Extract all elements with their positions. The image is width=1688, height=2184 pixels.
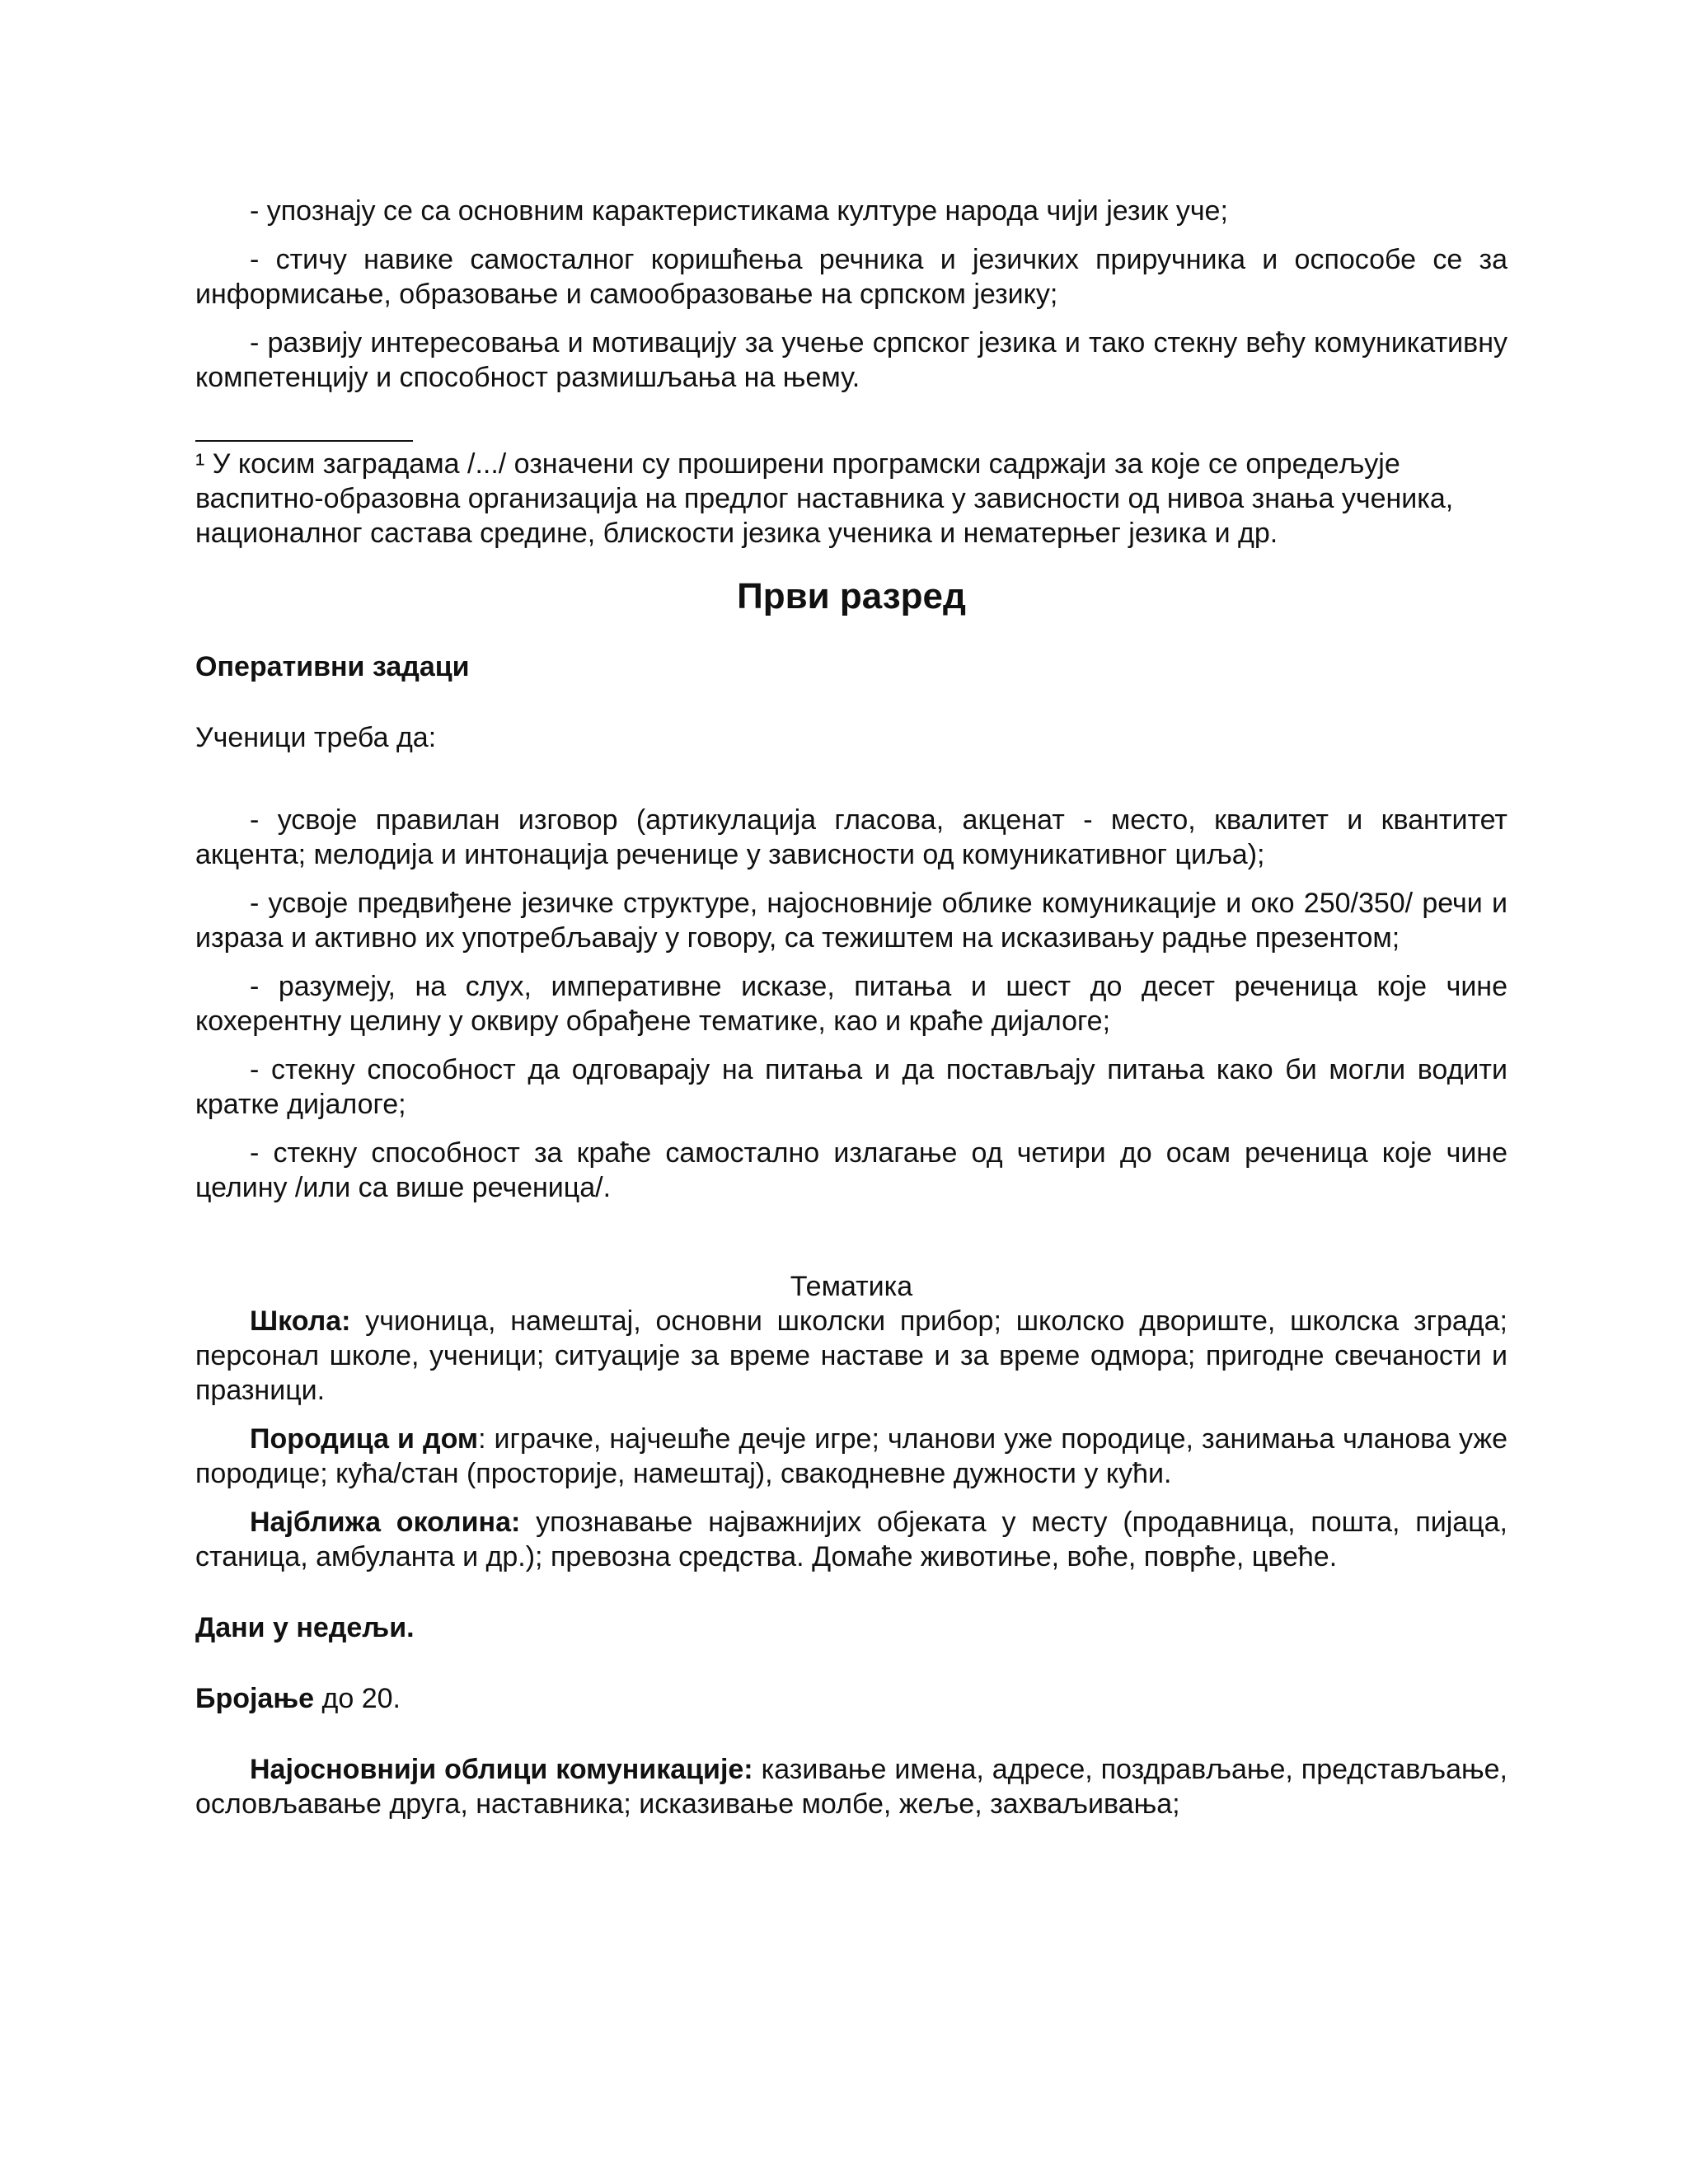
topic-family: [195, 1422, 1507, 1491]
topic-school-text: учионица, намештај, основни школски прибор; школско двориште, школска зграда; персонал школе, ученици; ситуације за време наставе и за време одмора; пригодне свечаности и празници.: [195, 1305, 1507, 1406]
topic-days: [195, 1610, 1507, 1645]
topic-counting: [195, 1681, 1507, 1716]
tasks-intro: Ученици треба да:: [195, 722, 437, 753]
footnote-separator: [195, 440, 413, 442]
footnote: [195, 447, 1507, 551]
footnote-text: У косим заградама /.../ означени су проширени програмски садржаји за које се опредељује васпитно-образовна организација на предлог наставника у зависности од нивоа знања ученика, националног састава средине, блискости језика ученика и нематерњег језика и др.: [195, 448, 1454, 549]
topic-communication: [195, 1752, 1507, 1821]
topic-surroundings-label: Најближа околина:: [250, 1507, 521, 1538]
document-page: [195, 194, 1507, 1821]
topic-counting-text: до 20.: [314, 1683, 401, 1714]
topic-family-text: : играчке, најчешће дечје игре; чланови уже породице, занимања чланова уже породице; кућа/стан (просторије, намештај), свакодневне дужности у кући.: [195, 1423, 1507, 1489]
task-item: - разумеју, на слух, императивне исказе, питања и шест до десет реченица које чине кохерентну целину у оквиру обрађене тематике, као и краће дијалоге;: [195, 971, 1507, 1037]
topics-heading: Тематика: [790, 1271, 913, 1302]
task-item: - усвоје предвиђене језичке структуре, најосновније облике комуникације и око 250/350/ речи и израза и активно их употребљавају у говору, са тежиштем на исказивању радње презентом;: [195, 888, 1507, 954]
topic-school-label: Школа:: [250, 1305, 351, 1337]
topic-counting-label: Бројање: [195, 1683, 315, 1714]
topic-school: [195, 1304, 1507, 1408]
topic-surroundings: [195, 1505, 1507, 1574]
topic-family-label: Породица и дом: [250, 1423, 479, 1455]
footnote-mark: ¹: [195, 448, 205, 480]
task-item: - стекну способност да одговарају на питања и да постављају питања како би могли водити кратке дијалоге;: [195, 1054, 1507, 1120]
intro-item: - развију интересовања и мотивацију за учење српског језика и тако стекну већу комуникативну компетенцију и способност размишљања на њему.: [195, 327, 1507, 393]
task-item: - усвоје правилан изговор (артикулација гласова, акценат - место, квалитет и квантитет акцента; мелодија и интонација реченице у зависности од комуникативног циља);: [195, 804, 1507, 870]
topic-surroundings-text: упознавање најважнијих објеката у месту (продавница, пошта, пијаца, станица, амбуланта и др.); превозна средства. Домаће животиње, воће, поврће, цвеће.: [195, 1507, 1507, 1572]
intro-item: - стичу навике самосталног коришћења речника и језичких приручника и оспособе се за информисање, образовање и самообразовање на српском језику;: [195, 244, 1507, 310]
task-item: - стекну способност за краће самостално излагање од четири до осам реченица које чине целину /или са више реченица/.: [195, 1137, 1507, 1203]
tasks-heading: Оперативни задаци: [195, 651, 470, 682]
topic-communication-text: казивање имена, адресе, поздрављање, представљање, ословљавање друга, наставника; исказивање молбе, жеље, захваљивања;: [195, 1754, 1507, 1820]
section-title: Први разред: [737, 576, 966, 616]
intro-item: - упознају се са основним карактеристикама културе народа чији језик уче;: [250, 195, 1228, 227]
topic-communication-label: Најосновнији облици комуникације:: [250, 1754, 753, 1785]
topic-days-label: Дани у недељи.: [195, 1612, 415, 1643]
